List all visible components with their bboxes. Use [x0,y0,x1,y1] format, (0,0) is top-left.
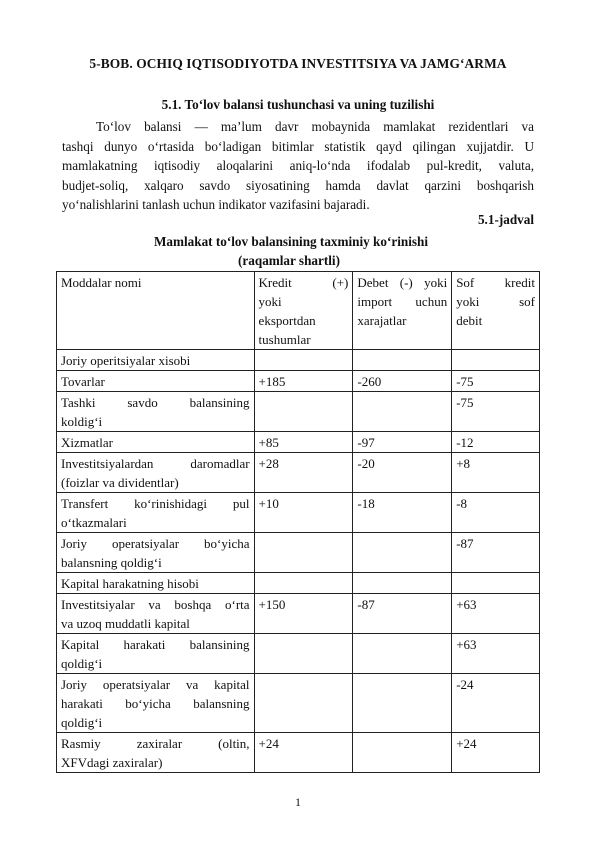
net-cell: -12 [452,432,540,453]
item-name-line: o‘tkazmalari [61,515,127,530]
item-name-line: Tovarlar [61,374,105,389]
item-name-cell [57,453,255,493]
item-name-cell [57,573,255,594]
item-name-line: koldig‘i [61,414,103,429]
column-header-line: xarajatlar [357,313,407,328]
net-cell: +63 [452,634,540,674]
net-cell: +24 [452,733,540,773]
table-row [57,573,540,594]
item-name-line: Kapital harakatning hisobi [61,576,199,591]
item-name-cell [57,392,255,432]
net-cell: -8 [452,493,540,533]
item-name-cell [57,634,255,674]
debit-cell: -87 [353,594,452,634]
table-row [57,493,540,533]
column-header-line: Debet (-) yoki [357,275,448,290]
item-name-line: Investitsiyalar va boshqa o‘rta [61,597,250,612]
paragraph-line: budjet-soliq, xalqaro savdo siyosatining hamda davlat qarzini boshqarish [62,177,534,193]
credit-cell: +28 [254,453,353,493]
table-row [57,634,540,674]
chapter-title: 5-BOB. OCHIQ IQTISODIYOTDA INVESTITSIYA VA JAMG‘ARMA [89,56,507,71]
table-row [57,392,540,432]
item-name-line: Transfert ko‘rinishidagi pul [61,496,250,511]
item-name-line: Xizmatlar [61,435,113,450]
column-header [254,272,353,350]
item-name-cell [57,493,255,533]
item-name-line: Rasmiy zaxiralar (oltin, [61,736,250,751]
balance-table [56,271,540,773]
table-row [57,594,540,634]
column-header-line: import uchun [357,294,448,309]
item-name-line: qoldig‘i [61,656,103,671]
item-name-line: Joriy operatsiyalar va kapital [61,677,250,692]
paragraph-line: mamlakatning iqtisodiy aloqalarini aniq-lo‘nda ifodalab pul-kredit, valuta, [62,158,534,174]
debit-cell [353,733,452,773]
table-title [0,232,596,270]
item-name-line: Investitsiyalardan daromadlar [61,456,250,471]
column-header [353,272,452,350]
item-name-cell [57,674,255,733]
debit-cell [353,533,452,573]
debit-cell [353,392,452,432]
debit-cell [353,674,452,733]
item-name-line: (foizlar va dividentlar) [61,475,179,490]
column-header-line: yoki [258,294,282,309]
credit-cell: +150 [254,594,353,634]
item-name-line: XFVdagi zaxiralar) [61,755,163,770]
table-row [57,733,540,773]
net-cell: -87 [452,533,540,573]
table-row [57,350,540,371]
credit-cell [254,573,353,594]
item-name-line: balansning qoldig‘i [61,555,162,570]
net-cell: +63 [452,594,540,634]
paragraph-line: To‘lov balansi — ma’lum davr mobaynida mamlakat rezidentlari va [96,119,534,134]
column-header-line: Moddalar nomi [61,275,142,290]
net-cell [452,573,540,594]
item-name-cell [57,350,255,371]
body-paragraph [62,117,534,215]
debit-cell [353,573,452,594]
item-name-line: Tashki savdo balansining [61,395,250,410]
table-row [57,371,540,392]
debit-cell [353,350,452,371]
credit-cell: +24 [254,733,353,773]
table-row [57,432,540,453]
column-header-line: debit [456,313,483,328]
debit-cell: -260 [353,371,452,392]
credit-cell: +185 [254,371,353,392]
debit-cell: -20 [353,453,452,493]
table-body [57,350,540,773]
credit-cell [254,392,353,432]
net-cell: -24 [452,674,540,733]
item-name-line: Kapital harakati balansining [61,637,250,652]
item-name-line: Joriy operatsiyalar bo‘yicha [61,536,250,551]
net-cell: +8 [452,453,540,493]
net-cell [452,350,540,371]
column-header-line: Sof kredit [456,275,535,290]
table-number: 5.1-jadval [477,212,534,227]
column-header [452,272,540,350]
paragraph-line: yo‘nalishlarini tanlash uchun indikator vazifasini bajaradi. [62,197,370,213]
table-row [57,453,540,493]
column-header-line: Kredit (+) [258,275,349,290]
table-title-line: Mamlakat to‘lov balansining taxminiy ko‘rinishi [153,234,429,249]
column-header-line: eksportdan [258,313,316,328]
section-title: 5.1. To‘lov balansi tushunchasi va uning tuzilishi [161,97,435,112]
item-name-line: Joriy operitsiyalar xisobi [61,353,191,368]
column-header-line: yoki sof [456,294,535,309]
credit-cell [254,350,353,371]
net-cell: -75 [452,371,540,392]
page-number: 1 [295,795,301,809]
item-name-cell [57,371,255,392]
item-name-cell [57,432,255,453]
table-row [57,674,540,733]
net-cell: -75 [452,392,540,432]
table-header-row [57,272,540,350]
credit-cell [254,533,353,573]
column-header-line: tushumlar [258,332,311,347]
credit-cell [254,674,353,733]
column-header [57,272,255,350]
item-name-line: va uzoq muddatli kapital [61,616,190,631]
table-subtitle-line: (raqamlar shartli) [238,253,340,268]
debit-cell: -97 [353,432,452,453]
credit-cell: +10 [254,493,353,533]
item-name-line: qoldig‘i [61,715,103,730]
credit-cell: +85 [254,432,353,453]
item-name-line: harakati bo‘yicha balansning [61,696,250,711]
paragraph-line: tashqi dunyo o‘rtasida bo‘ladigan bitimlar statistik qayd qilingan xujjatdir. U [62,138,534,154]
item-name-cell [57,533,255,573]
item-name-cell [57,594,255,634]
item-name-cell [57,733,255,773]
credit-cell [254,634,353,674]
debit-cell [353,634,452,674]
debit-cell: -18 [353,493,452,533]
table-row [57,533,540,573]
